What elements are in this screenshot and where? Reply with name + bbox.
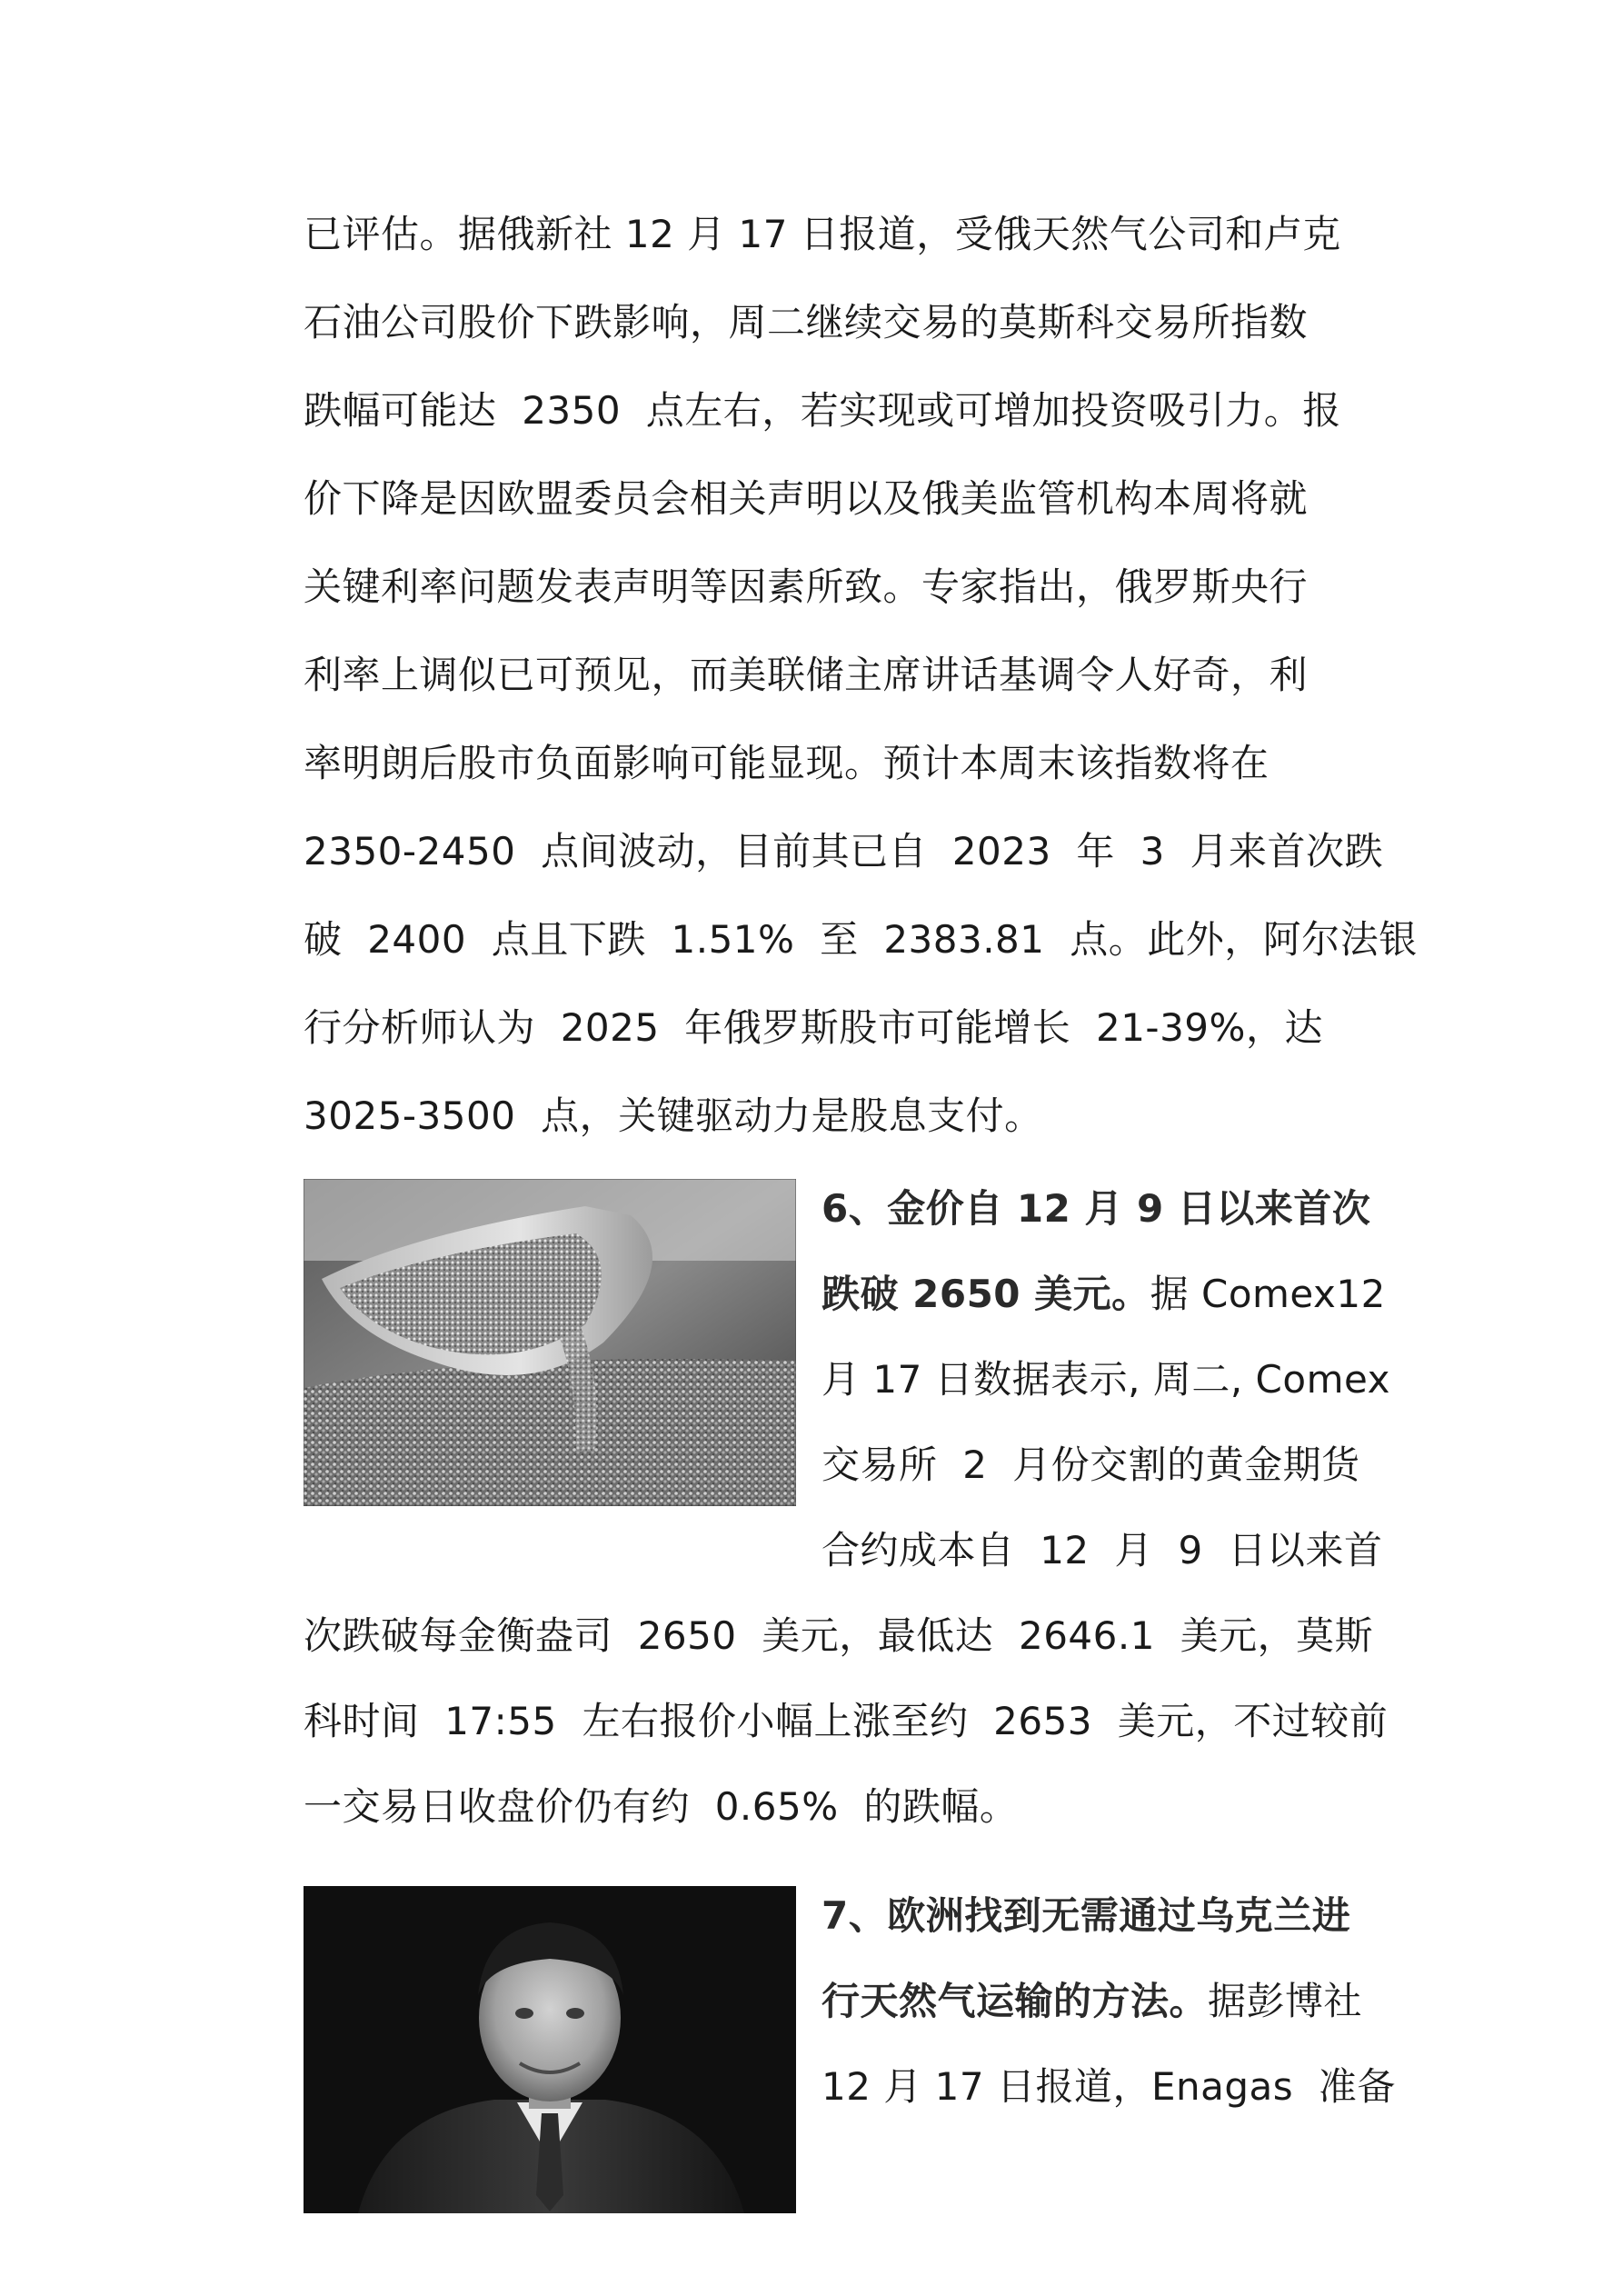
text-line: 3025-3500 点，关键驱动力是股息支付。 (304, 1093, 1043, 1138)
text-line: 已评估。据俄新社 12 月 17 日报道，受俄天然气公司和卢克 (304, 212, 1341, 256)
text-line: 交易所 2 月份交割的黄金期货 (821, 1442, 1360, 1487)
section-gold-heading-line2 (821, 1267, 1386, 1322)
section-gas-heading-line2 (821, 1974, 1362, 2029)
text-line: 合约成本自 12 月 9 日以来首 (821, 1528, 1383, 1572)
section-gas-heading-rest: 据彭博社 (1208, 1979, 1363, 2023)
text-line: 利率上调似已可预见，而美联储主席讲话基调令人好奇，利 (304, 653, 1309, 697)
text-line: 行分析师认为 2025 年俄罗斯股市可能增长 21-39%，达 (304, 1005, 1323, 1050)
text-line: 石油公司股价下跌影响，周二继续交易的莫斯科交易所指数 (304, 300, 1309, 344)
text-line: 关键利率问题发表声明等因素所致。专家指出，俄罗斯央行 (304, 564, 1309, 609)
portrait-photo (304, 1886, 796, 2213)
text-line: 跌幅可能达 2350 点左右，若实现或可增加投资吸引力。报 (304, 388, 1341, 433)
gold-granules-image (304, 1179, 796, 1506)
text-line: 率明朗后股市负面影响可能显现。预计本周末该指数将在 (304, 741, 1270, 785)
portrait-image (304, 1886, 796, 2213)
text-line: 价下降是因欧盟委员会相关声明以及俄美监管机构本周将就 (304, 476, 1309, 521)
text-line: 破 2400 点且下跌 1.51% 至 2383.81 点。此外，阿尔法银 (304, 917, 1418, 962)
section-gas-heading-line1: 7、欧洲找到无需通过乌克兰进 (821, 1893, 1351, 1938)
gold-granules-photo (304, 1179, 796, 1506)
text-line: 次跌破每金衡盎司 2650 美元，最低达 2646.1 美元，莫斯 (304, 1613, 1374, 1658)
section-gold-heading-line1: 6、金价自 12 月 9 日以来首次 (821, 1186, 1371, 1231)
section-gas-heading-bold: 行天然气运输的方法。 (821, 1979, 1209, 2023)
text-line: 一交易日收盘价仍有约 0.65% 的跌幅。 (304, 1784, 1019, 1829)
text-line: 月 17 日数据表示, 周二, Comex (821, 1357, 1390, 1402)
text-line: 2350-2450 点间波动，目前其已自 2023 年 3 月来首次跌 (304, 829, 1384, 873)
section-gold-heading-bold: 跌破 2650 美元。 (821, 1272, 1150, 1316)
section-gold-heading-rest: 据 Comex12 (1150, 1272, 1386, 1316)
text-line: 科时间 17:55 左右报价小幅上涨至约 2653 美元，不过较前 (304, 1699, 1389, 1743)
text-line: 12 月 17 日报道，Enagas 准备 (821, 2064, 1396, 2109)
